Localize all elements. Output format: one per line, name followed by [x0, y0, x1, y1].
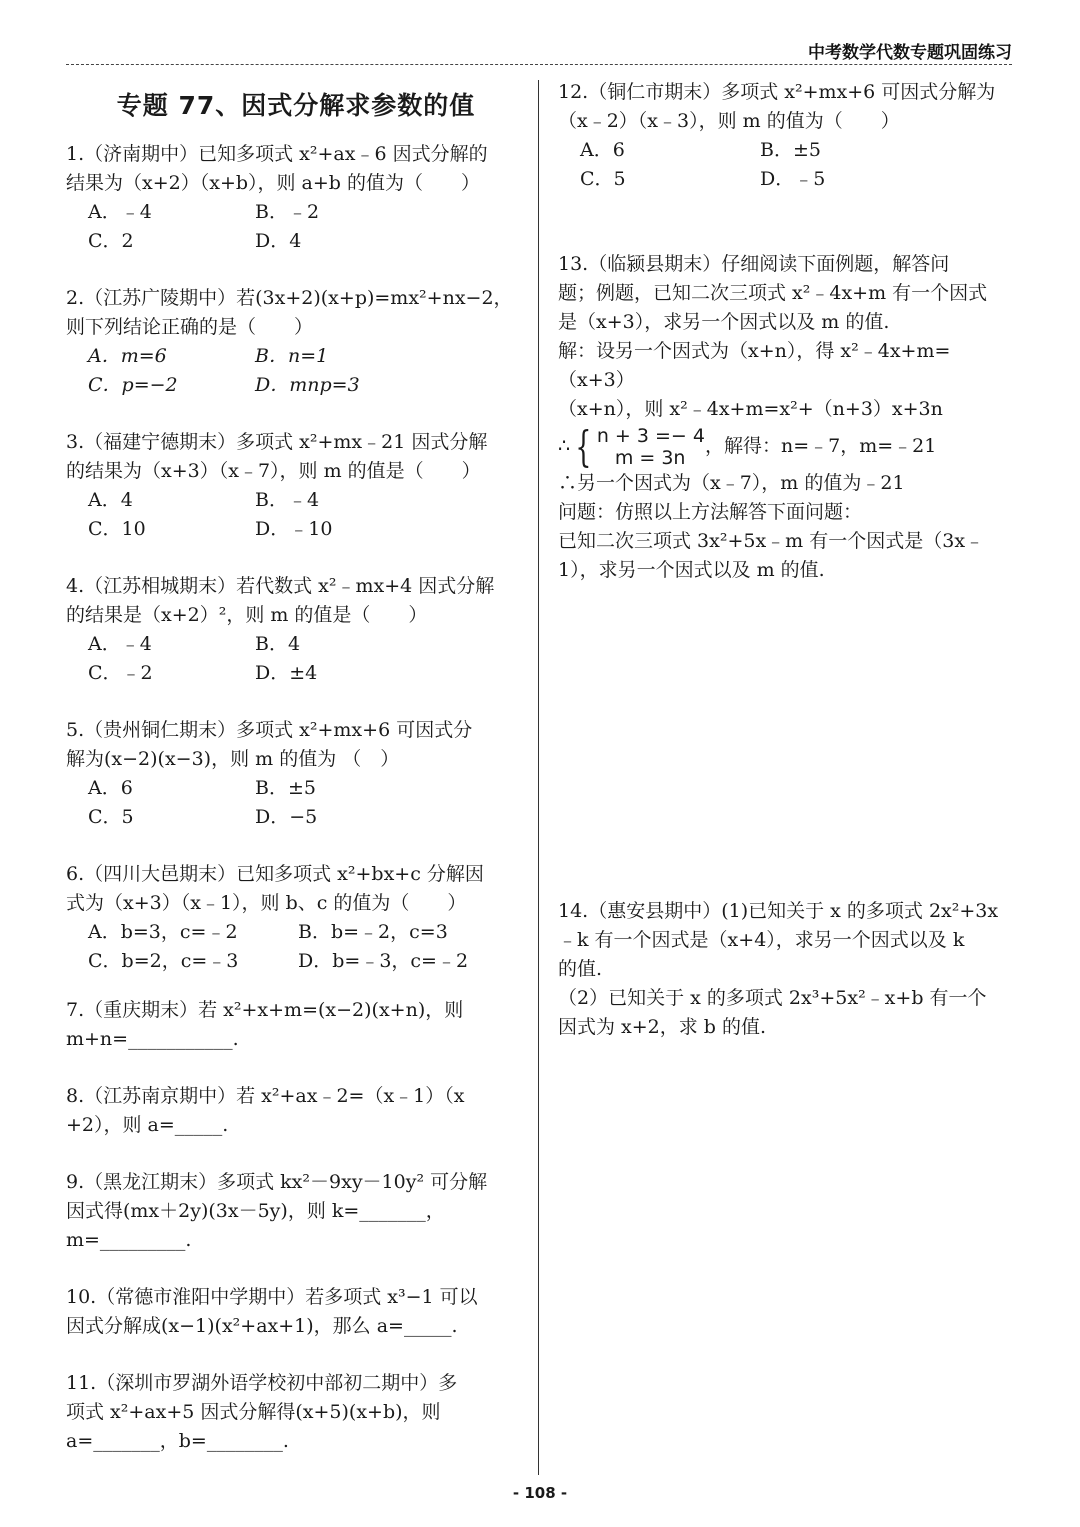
question-8-line-1: 8.（江苏南京期中）若 x²+ax﹣2=（x﹣1）（x: [66, 1085, 465, 1107]
question-11-line-2: 项式 x²+ax+5 因式分解得(x+5)(x+b)，则: [66, 1401, 441, 1423]
question-13-line-4: 解：设另一个因式为（x+n），得 x²﹣4x+m=（x+3）: [558, 340, 951, 391]
option-c: C．5: [88, 806, 134, 828]
question-13-line-1: 13.（临颍县期末）仔细阅读下面例题，解答问: [558, 253, 950, 275]
question-14-line-1: 14.（惠安县期中）(1)已知关于 x 的多项式 2x²+3x: [558, 900, 999, 922]
question-10: [66, 1283, 526, 1341]
question-7: [66, 996, 526, 1054]
equation-row-2: m = 3n: [614, 447, 686, 469]
option-b: B．±5: [760, 139, 821, 161]
question-14-line-2: ﹣k 有一个因式是（x+4），求另一个因式以及 k: [558, 929, 965, 951]
question-5: [66, 716, 526, 832]
option-b: B．4: [255, 633, 301, 655]
question-5-line-1: 5.（贵州铜仁期末）多项式 x²+mx+6 可因式分: [66, 719, 473, 741]
question-6-line-1: 6.（四川大邑期末）已知多项式 x²+bx+c 分解因: [66, 863, 484, 885]
question-1-options: [66, 198, 526, 256]
question-3: [66, 428, 526, 544]
option-a: A．m=6: [88, 345, 167, 367]
question-12-line-2: （x﹣2）（x﹣3），则 m 的值为（ ）: [558, 110, 900, 132]
question-13-line-8: 问题：仿照以上方法解答下面问题：: [558, 501, 863, 523]
option-c: C．5: [580, 168, 626, 190]
question-8-line-2: +2），则 a=_____.: [66, 1114, 229, 1136]
option-a: A．b=3，c=﹣2: [88, 921, 238, 943]
option-d: D．﹣5: [760, 168, 826, 190]
question-13: [558, 250, 1014, 585]
question-7-line-2: m+n=___________.: [66, 1028, 239, 1050]
option-d: D．b=﹣3，c=﹣2: [298, 950, 469, 972]
option-b: B．﹣4: [255, 489, 320, 511]
question-4-options: [66, 630, 526, 688]
page-number: - 108 -: [512, 1484, 568, 1502]
question-4-line-1: 4.（江苏相城期末）若代数式 x²﹣mx+4 因式分解: [66, 575, 495, 597]
question-14: [558, 897, 1014, 1042]
question-13-line-9: 已知二次三项式 3x²+5x﹣m 有一个因式是（3x﹣: [558, 530, 985, 552]
solution-text: ，解得：n=﹣7，m=﹣21: [704, 435, 937, 457]
option-a: A．6: [88, 777, 133, 799]
question-14-line-3: 的值.: [558, 958, 603, 980]
question-11-line-1: 11.（深圳市罗湖外语学校初中部初二期中）多: [66, 1372, 458, 1394]
question-4-line-2: 的结果是（x+2）²，则 m 的值是（ ）: [66, 604, 428, 626]
question-5-line-2: 解为(x−2)(x−3)，则 m 的值为 （ ）: [66, 748, 400, 770]
option-d: D．±4: [255, 662, 318, 684]
question-8: [66, 1082, 526, 1140]
equation-system: [597, 425, 705, 469]
option-c: C．10: [88, 518, 146, 540]
question-13-line-5: （x+n），则 x²﹣4x+m=x²+（n+3）x+3n: [558, 398, 943, 420]
question-1: [66, 140, 526, 256]
option-c: C．﹣2: [88, 662, 153, 684]
therefore-symbol: ∴: [558, 435, 571, 457]
question-9: [66, 1168, 526, 1255]
question-13-line-10: 1），求另一个因式以及 m 的值.: [558, 559, 825, 581]
question-2-line-1: 2.（江苏广陵期中）若(3x+2)(x+p)=mx²+nx−2，: [66, 287, 513, 309]
question-13-line-7: ∴另一个因式为（x﹣7），m 的值为﹣21: [558, 472, 905, 494]
option-c: C．b=2，c=﹣3: [88, 950, 239, 972]
question-11: [66, 1369, 526, 1456]
question-12: [558, 78, 1014, 194]
column-divider: [538, 80, 539, 1475]
question-2: [66, 284, 526, 400]
option-c: C．p=−2: [88, 374, 178, 396]
option-a: A．﹣4: [88, 201, 152, 223]
option-b: B．b=﹣2，c=3: [298, 921, 448, 943]
option-c: C．2: [88, 230, 134, 252]
question-13-system: [558, 424, 1014, 469]
question-14-line-5: 因式为 x+2，求 b 的值.: [558, 1016, 767, 1038]
question-3-line-2: 的结果为（x+3）（x﹣7），则 m 的值是（ ）: [66, 460, 481, 482]
question-9-line-1: 9.（黑龙江期末）多项式 kx²－9xy－10y² 可分解: [66, 1171, 488, 1193]
question-9-line-2: 因式得(mx＋2y)(3x－5y)，则 k=_______，: [66, 1200, 445, 1222]
page-title: 专题 77、因式分解求参数的值: [116, 91, 476, 120]
option-d: D．−5: [255, 806, 318, 828]
left-column: [66, 78, 526, 1456]
question-2-line-2: 则下列结论正确的是（ ）: [66, 316, 314, 338]
question-6-options: [66, 918, 526, 976]
question-1-line-1: 1.（济南期中）已知多项式 x²+ax﹣6 因式分解的: [66, 143, 488, 165]
header-title: 中考数学代数专题巩固练习: [808, 43, 1012, 63]
question-4: [66, 572, 526, 688]
question-9-line-3: m=_________.: [66, 1229, 192, 1251]
question-10-line-2: 因式分解成(x−1)(x²+ax+1)，那么 a=_____.: [66, 1315, 458, 1337]
question-3-options: [66, 486, 526, 544]
question-13-line-3: 是（x+3），求另一个因式以及 m 的值.: [558, 311, 890, 333]
question-1-line-2: 结果为（x+2）（x+b），则 a+b 的值为（ ）: [66, 172, 481, 194]
question-6: [66, 860, 526, 976]
equation-row-1: n + 3 =− 4: [596, 425, 705, 447]
option-d: D．mnp=3: [255, 374, 360, 396]
question-12-line-1: 12.（铜仁市期末）多项式 x²+mx+6 可因式分解为: [558, 81, 996, 103]
question-13-line-2: 题；例题，已知二次三项式 x²﹣4x+m 有一个因式: [558, 282, 988, 304]
option-a: A．﹣4: [88, 633, 152, 655]
question-10-line-1: 10.（常德市淮阳中学期中）若多项式 x³−1 可以: [66, 1286, 478, 1308]
question-5-options: [66, 774, 526, 832]
question-12-options: [558, 136, 1014, 194]
question-6-line-2: 式为（x+3）（x﹣1），则 b、c 的值为（ ）: [66, 892, 467, 914]
option-d: D．﹣10: [255, 518, 333, 540]
question-2-options: [66, 342, 526, 400]
question-14-line-4: （2）已知关于 x 的多项式 2x³+5x²﹣x+b 有一个: [558, 987, 987, 1009]
option-b: B．﹣2: [255, 201, 320, 223]
right-column: [558, 78, 1014, 1042]
option-d: D．4: [255, 230, 302, 252]
question-7-line-1: 7.（重庆期末）若 x²+x+m=(x−2)(x+n)，则: [66, 999, 464, 1021]
question-11-line-3: a=_______，b=________.: [66, 1430, 289, 1452]
question-3-line-1: 3.（福建宁德期末）多项式 x²+mx﹣21 因式分解: [66, 431, 488, 453]
left-brace-icon: {: [575, 422, 592, 471]
option-b: B．±5: [255, 777, 316, 799]
option-a: A．4: [88, 489, 133, 511]
header-rule: [66, 64, 1012, 65]
option-a: A．6: [580, 139, 625, 161]
option-b: B．n=1: [255, 345, 329, 367]
